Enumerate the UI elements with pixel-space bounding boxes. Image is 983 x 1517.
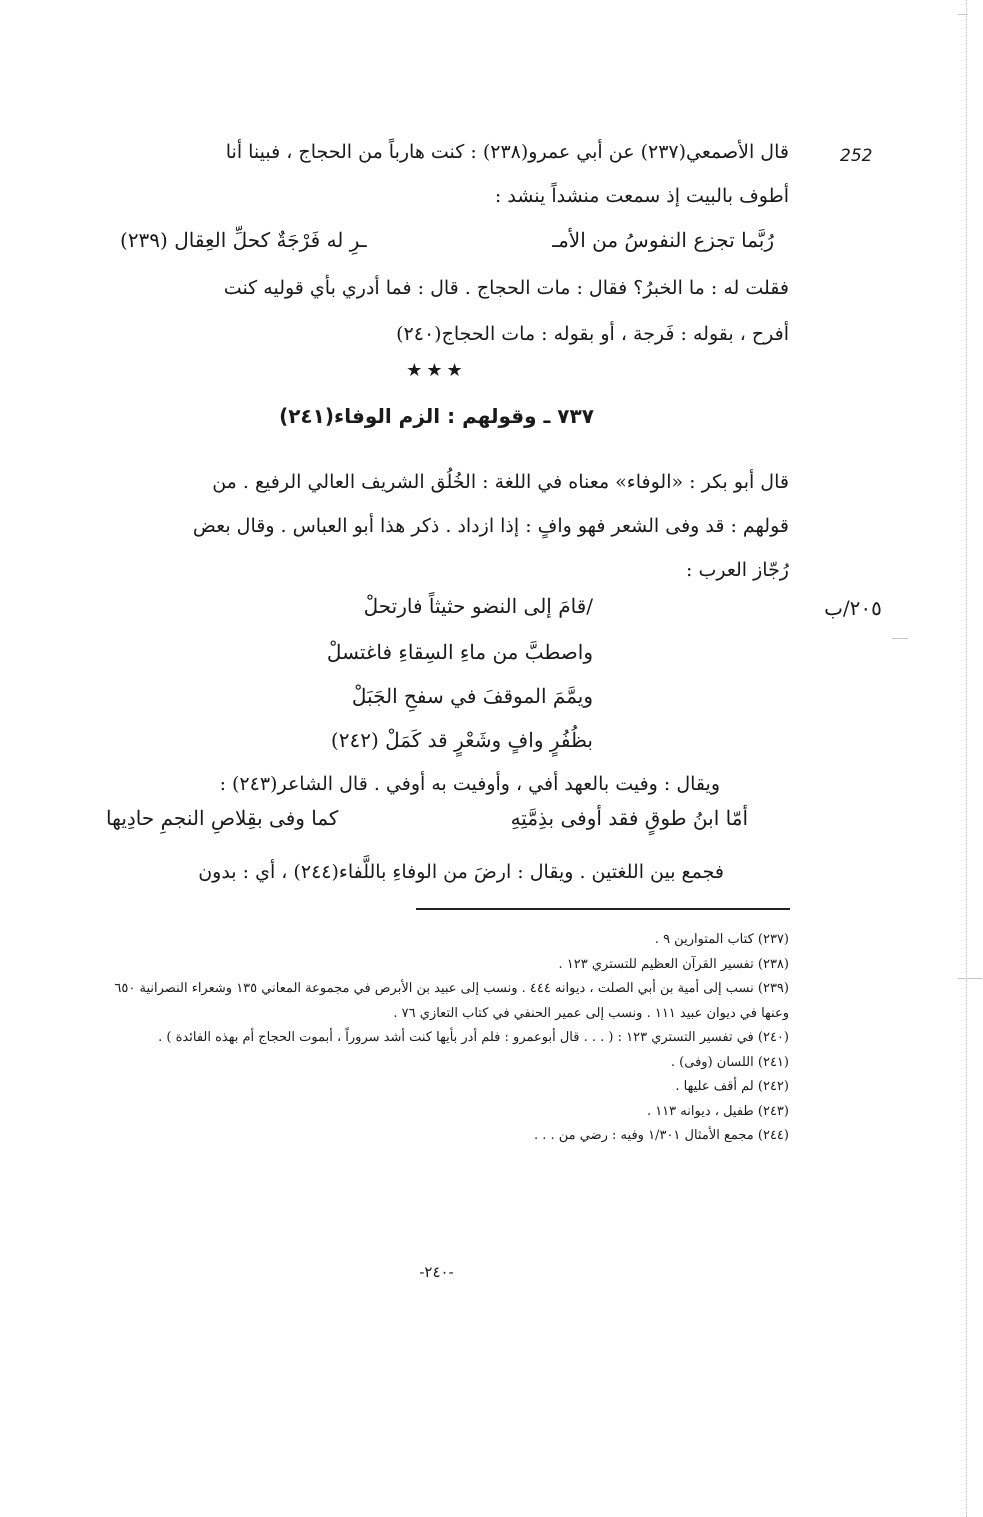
paragraph-line: رُجّاز العرب : [686, 559, 789, 581]
rajaz-line: بظُفُرٍ وافٍ وشَعْرٍ قد كَمَلْ (٢٤٢) [330, 728, 593, 752]
footnote-divider [416, 908, 790, 910]
footnotes [84, 928, 789, 1149]
verse-second-hemistich: كما وفى بقِلاصِ النجمِ حادِيها [106, 806, 339, 830]
paragraph-line: أطوف بالبيت إذ سمعت منشداً ينشد : [494, 185, 789, 207]
paragraph-line: ويقال : وفيت بالعهد أفي ، وأوفيت به أوفي . قال الشاعر(٢٤٣) : [219, 773, 720, 795]
bottom-page-number: -٢٤٠- [419, 1263, 454, 1281]
paragraph-line: قال الأصمعي(٢٣٧) عن أبي عمرو(٢٣٨) : كنت هارباً من الحجاج ، فبينا أنا [225, 141, 789, 163]
scan-edge-rule [966, 0, 967, 1517]
footnote: (٢٣٧) كتاب المتوارين ٩ . [654, 932, 789, 947]
footnote: (٢٤٠) في تفسير التستري ١٢٣ : ( . . . قال أبوعمرو : فلم أدر بأيها كنت أشد سروراً ، أبموت الحجاج أم بهذه الفائدة ) . [158, 1030, 789, 1045]
verse-first-hemistich: أمّا ابنُ طوقٍ فقد أوفى بذِمَّتِهِ [510, 806, 748, 830]
manuscript-folio-marker: ٢٠٥/ب [824, 596, 882, 620]
paragraph-line: قال أبو بكر : «الوفاء» معناه في اللغة : الخُلُق الشريف العالي الرفيع . من [212, 471, 789, 493]
footnote: (٢٤٣) طفيل ، ديوانه ١١٣ . [646, 1103, 789, 1119]
margin-tick [892, 638, 908, 639]
section-separator: ★★★ [406, 360, 467, 381]
footnote: (٢٤٤) مجمع الأمثال ١/٣٠١ وفيه : رضي من . . . [533, 1128, 789, 1143]
margin-tick [958, 978, 982, 979]
rajaz-line: /قامَ إلى النضو حثيثاً فارتحلْ [363, 594, 593, 618]
paragraph-line: قولهم : قد وفى الشعر فهو وافٍ : إذا ازداد . ذكر هذا أبو العباس . وقال بعض [192, 515, 789, 537]
paragraph-line: فجمع بين اللغتين . ويقال : ارضَ من الوفاءِ باللَّفاء(٢٤٤) ، أي : بدون [198, 861, 724, 883]
paragraph-line: أفرح ، بقوله : فَرجة ، أو بقوله : مات الحجاج(٢٤٠) [396, 323, 789, 345]
rajaz-line: واصطبَّ من ماءِ السِقاءِ فاغتسلْ [326, 640, 593, 664]
section-heading: ٧٣٧ ـ وقولهم : الزم الوفاء(٢٤١) [279, 404, 594, 428]
footnote: (٢٤١) اللسان (وفى) . [670, 1054, 789, 1070]
verse-second-hemistich: ـرِ له فَرْجَةٌ كحلِّ العِقال (٢٣٩) [120, 228, 367, 252]
verse-first-hemistich: رُبَّما تجزع النفوسُ من الأمـ [552, 228, 774, 252]
footnote: (٢٣٨) تفسير القرآن العظيم للتستري ١٢٣ . [558, 956, 789, 972]
page-number: 252 [840, 146, 873, 166]
footnote: (٢٣٩) نسب إلى أمية بن أبي الصلت ، ديوانه ٤٤٤ . ونسب إلى عبيد بن الأبرص في مجموعة المعاني ١٣٥ وشعراء النصرانية ٦٥٠ وعنها في ديوان عبيد ١١١ . ونسب إلى عمير الحنفي في كتاب التعازي ٧٦ . [114, 981, 789, 1021]
paragraph-line: فقلت له : ما الخبرُ؟ فقال : مات الحجاج . قال : فما أدري بأي قوليه كنت [223, 277, 789, 299]
footnote: (٢٤٢) لم أقف عليها . [675, 1079, 789, 1094]
rajaz-line: ويمَّمَ الموقفَ في سفحِ الجَبَلْ [351, 684, 593, 708]
margin-tick [958, 14, 968, 15]
